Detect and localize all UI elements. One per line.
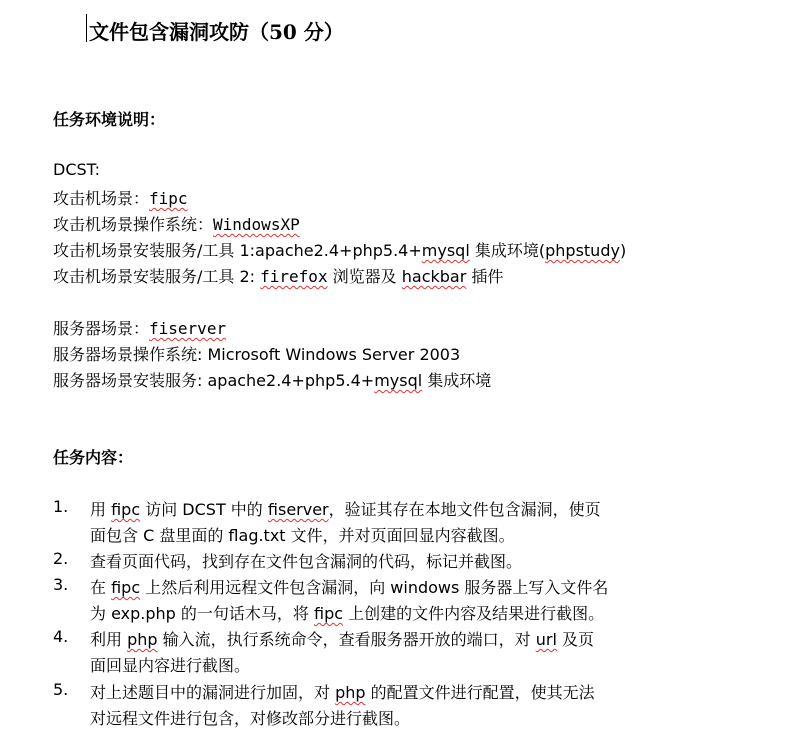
task-number: 5. [53,680,69,699]
task-4-line-1: 利用 php 输入流，执行系统命令，查看服务器开放的端口，对 url 及页 [90,630,594,649]
env-attacker-scene: 攻击机场景：fipc [53,189,188,208]
task-number: 4. [53,627,69,646]
task-4-line-2: 面回显内容进行截图。 [90,656,251,675]
env-attacker-os: 攻击机场景操作系统：WindowsXP [53,215,300,234]
env-heading: 任务环境说明： [53,110,166,129]
task-heading: 任务内容： [53,448,134,467]
page-title: 文件包含漏洞攻防（50 分） [89,20,344,44]
env-server-os: 服务器场景操作系统: Microsoft Windows Server 2003 [53,345,461,364]
task-2-line-1: 查看页面代码，找到存在文件包含漏洞的代码，标记并截图。 [90,552,523,571]
task-number: 2. [53,549,69,568]
task-number: 1. [53,497,69,516]
env-attacker-tools-2: 攻击机场景安装服务/工具 2: firefox 浏览器及 hackbar 插件 [53,267,504,286]
env-attacker-tools-1: 攻击机场景安装服务/工具 1:apache2.4+php5.4+mysql 集成环境(phpstudy) [53,241,627,260]
task-3-line-2: 为 exp.php 的一句话木马，将 fipc 上创建的文件内容及结果进行截图。 [90,604,605,623]
task-number: 3. [53,575,69,594]
env-server-services: 服务器场景安装服务: apache2.4+php5.4+mysql 集成环境 [53,371,492,390]
task-5-line-2: 对远程文件进行包含，对修改部分进行截图。 [90,709,411,728]
text-cursor [86,14,87,42]
env-dcst: DCST: [53,160,101,179]
task-1-line-2: 面包含 C 盘里面的 flag.txt 文件，并对页面回显内容截图。 [90,526,515,545]
task-5-line-1: 对上述题目中的漏洞进行加固，对 php 的配置文件进行配置，使其无法 [90,683,595,702]
task-3-line-1: 在 fipc 上然后利用远程文件包含漏洞，向 windows 服务器上写入文件名 [90,578,609,597]
env-server-scene: 服务器场景：fiserver [53,319,227,338]
task-1-line-1: 用 fipc 访问 DCST 中的 fiserver，验证其存在本地文件包含漏洞，使页 [90,500,601,519]
